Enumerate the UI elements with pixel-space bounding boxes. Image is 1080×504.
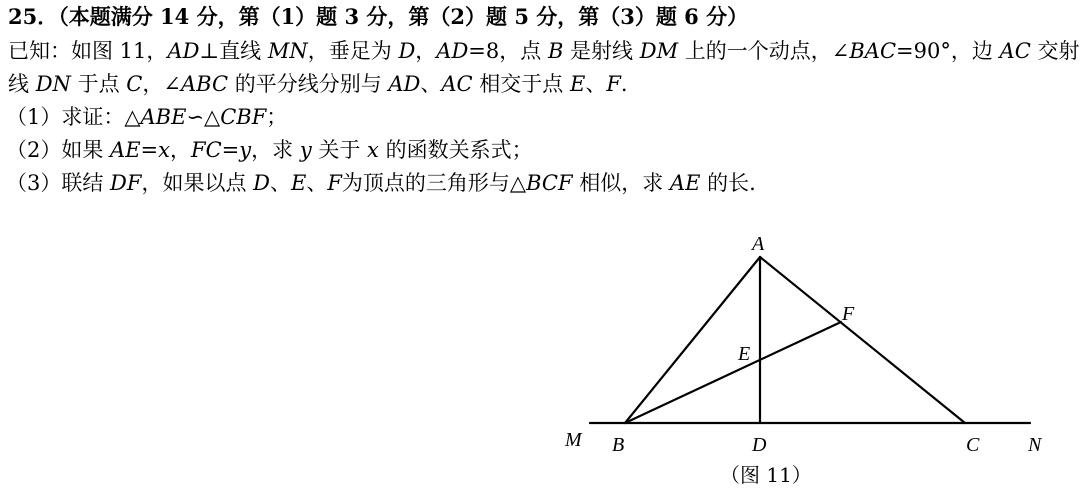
figure-caption: （图 11） (720, 463, 812, 487)
text-run: （2）如果 (6, 138, 111, 162)
text-run: 关于 (311, 138, 368, 162)
math-variable: DN (35, 72, 71, 96)
text-run: 是射线 (563, 39, 640, 63)
text-run: 相似，求 (572, 171, 670, 195)
label-N: N (1028, 434, 1042, 456)
text-run: 线 (8, 72, 36, 96)
text-run: =90°，边 (896, 39, 1000, 63)
math-variable: DM (639, 39, 679, 63)
text-run: ，求 (251, 138, 300, 162)
text-run: 、 (420, 72, 442, 96)
math-variable: BCF (526, 171, 573, 195)
text-run: 、 (306, 171, 328, 195)
text-run: ，如果以点 (141, 171, 254, 195)
segment-BF (625, 322, 841, 423)
label-B: B (612, 434, 625, 456)
text-run: ， (170, 138, 191, 162)
segment-AC (760, 257, 965, 423)
text-run: 的长. (700, 171, 756, 195)
text-run: ； (266, 105, 288, 129)
text-run: = (140, 138, 159, 162)
label-M: M (565, 429, 582, 451)
text-run: （3）联结 (6, 171, 111, 195)
math-variable: AD (388, 72, 421, 96)
label-C: C (966, 434, 980, 456)
math-variable: y (239, 138, 252, 162)
text-run: 相交于点 (472, 72, 570, 96)
label-E: E (738, 343, 751, 365)
math-variable: x (367, 138, 379, 162)
math-variable: AC (999, 39, 1031, 63)
text-run: ，垂足为 (307, 39, 399, 63)
segment-AB (625, 257, 760, 423)
text-run: 上的一个动点，∠ (678, 39, 850, 63)
math-variable: D (398, 39, 416, 63)
math-variable: ABC (180, 72, 229, 96)
text-run: （1）求证：△ (6, 105, 141, 129)
math-variable: AD (436, 39, 469, 63)
problem-header: 25．（本题满分 14 分，第（1）题 3 分，第（2）题 5 分，第（3）题 6 分） (8, 4, 749, 29)
text-run: 为顶点的三角形与△ (341, 171, 527, 195)
text-run: =8，点 (468, 39, 548, 63)
text-run: ， (415, 39, 437, 63)
text-run: ∽△ (186, 105, 221, 129)
math-variable: E (569, 72, 586, 96)
math-variable: AE (669, 171, 701, 195)
text-run: 交射 (1030, 39, 1080, 63)
math-variable: x (158, 138, 170, 162)
math-variable: E (291, 171, 307, 195)
math-variable: C (126, 72, 143, 96)
text-run: 已知：如图 11， (8, 39, 168, 63)
text-run: 、 (270, 171, 291, 195)
text-run: ⊥直线 (199, 39, 268, 63)
text-run: 的函数关系式； (378, 138, 533, 162)
math-variable: y (299, 138, 312, 162)
text-run: ，∠ (142, 72, 181, 96)
label-F: F (842, 303, 855, 325)
math-variable: FC (191, 138, 222, 162)
label-A: A (752, 233, 765, 255)
text-run: . (620, 72, 628, 96)
math-variable: AC (441, 72, 473, 96)
math-variable: AE (110, 138, 141, 162)
text-run: = (221, 138, 240, 162)
text-run: 的平分线分别与 (228, 72, 389, 96)
math-variable: DF (110, 171, 142, 195)
math-variable: B (547, 39, 564, 63)
text-run: 、 (585, 72, 607, 96)
math-variable: MN (267, 39, 308, 63)
math-variable: ABE (140, 105, 187, 129)
label-D: D (752, 434, 767, 456)
math-variable: BAC (849, 39, 897, 63)
math-variable: CBF (220, 105, 267, 129)
math-variable: F (606, 72, 621, 96)
math-variable: F (327, 171, 342, 195)
text-run: 于点 (70, 72, 127, 96)
math-variable: AD (167, 39, 200, 63)
math-variable: D (253, 171, 270, 195)
